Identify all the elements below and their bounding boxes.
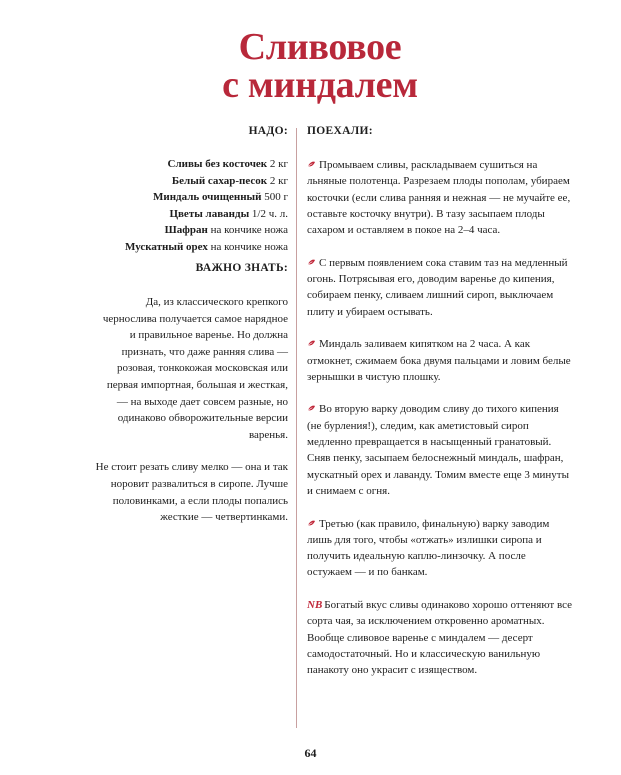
step-text: Промываем сливы, раскладываем сушиться на льняные полотенца. Разрезаем плоды пополам, убираем косточки (если слива ранняя и нежная — не мучайте ее, оставьте косточку внутри). В тазу засыпаем плоды сахаром и оставляем в покое на 2–4 часа. [307, 159, 571, 237]
step-item [307, 255, 572, 320]
ingredient-amount: 500 г [261, 191, 288, 204]
important-heading: ВАЖНО ЗНАТЬ: [195, 262, 288, 274]
leaf-bullet-icon [307, 161, 316, 168]
ingredient-name: Сливы без косточек [167, 158, 268, 170]
leaf-bullet-icon [307, 259, 316, 266]
ingredient-item [50, 156, 288, 173]
ingredient-amount: на кончике ножа [207, 224, 288, 237]
nb-note [307, 597, 572, 678]
nb-label: NB [307, 599, 323, 612]
leaf-bullet-icon [307, 520, 316, 527]
page-number: 64 [304, 746, 317, 760]
ingredient-item [50, 189, 288, 206]
ingredient-amount: 2 кг [267, 174, 288, 187]
recipe-title-line-2: с миндалем [222, 64, 418, 106]
ingredient-item [50, 173, 288, 190]
recipe-title-line-1: Сливовое [238, 26, 402, 68]
ingredient-name: Мускатный орех [124, 240, 208, 253]
step-item [307, 157, 572, 238]
important-notes [95, 294, 288, 542]
step-item [307, 401, 572, 499]
step-item [307, 336, 572, 385]
steps-list [307, 157, 572, 695]
step-item [307, 516, 572, 581]
ingredient-name: Миндаль очищенный [152, 191, 262, 204]
ingredients-heading: НАДО: [248, 125, 288, 137]
leaf-bullet-icon [307, 340, 316, 347]
ingredient-item [50, 222, 288, 239]
ingredient-item [50, 206, 288, 223]
important-paragraph: Не стоит резать сливу мелко — она и так норовит развалиться в сиропе. Лучше половинками, а если плоды попались жесткие — четвертинками. [95, 461, 288, 524]
step-text: Третью (как правило, финальную) варку заводим лишь для того, чтобы «отжать» излишки сиропа и получить идеальную каплю-линзочку. А после остужаем — и по банкам. [307, 517, 550, 579]
nb-text: Богатый вкус сливы одинаково хорошо оттеняют все сорта чая, за исключением откровенно ароматных. Вообще сливовое варенье с миндалем — десерт самодостаточный. Но и классическую ванильную панакоту оно украсит с изяществом. [307, 599, 572, 677]
ingredient-amount: 1/2 ч. л. [249, 207, 288, 220]
ingredient-name: Цветы лаванды [169, 207, 250, 220]
important-paragraph: Да, из классического крепкого чернослива получается самое нарядное и правильное варенье. Но должна признать, что даже ранняя слива — розовая, тонкокожая московская или первая импортная, большая и жесткая, — на выходе дает совсем разные, но одинаково обворожительные версии варенья. [102, 296, 288, 441]
step-text: С первым появлением сока ставим таз на медленный огонь. Потрясывая его, доводим варенье до кипения, собираем пенку, сливаем лишний сироп, выключаем плиту и убираем остывать. [307, 256, 568, 318]
recipe-title [190, 28, 450, 104]
ingredients-list [50, 156, 288, 256]
ingredient-amount: на кончике ножа [207, 240, 288, 253]
column-divider [296, 128, 297, 728]
step-text: Миндаль заливаем кипятком на 2 часа. А как отмокнет, сжимаем бока двумя пальцами и ловим белые зернышки в чистую плошку. [307, 338, 571, 383]
ingredient-name: Шафран [164, 224, 208, 237]
ingredient-item [50, 239, 288, 256]
ingredient-name: Белый сахар-песок [171, 174, 268, 187]
steps-heading: ПОЕХАЛИ: [307, 125, 373, 137]
leaf-bullet-icon [307, 405, 316, 412]
ingredient-amount: 2 кг [267, 158, 288, 170]
step-text: Во вторую варку доводим сливу до тихого кипения (не бурления!), следим, как аметистовый сироп медленно превращается в насыщенный гранатовый. Сняв пенку, засыпаем белоснежный миндаль, шафран, мускатный орех и лаванду. Томим вместе еще 3 минуты и снимаем с огня. [307, 403, 570, 497]
